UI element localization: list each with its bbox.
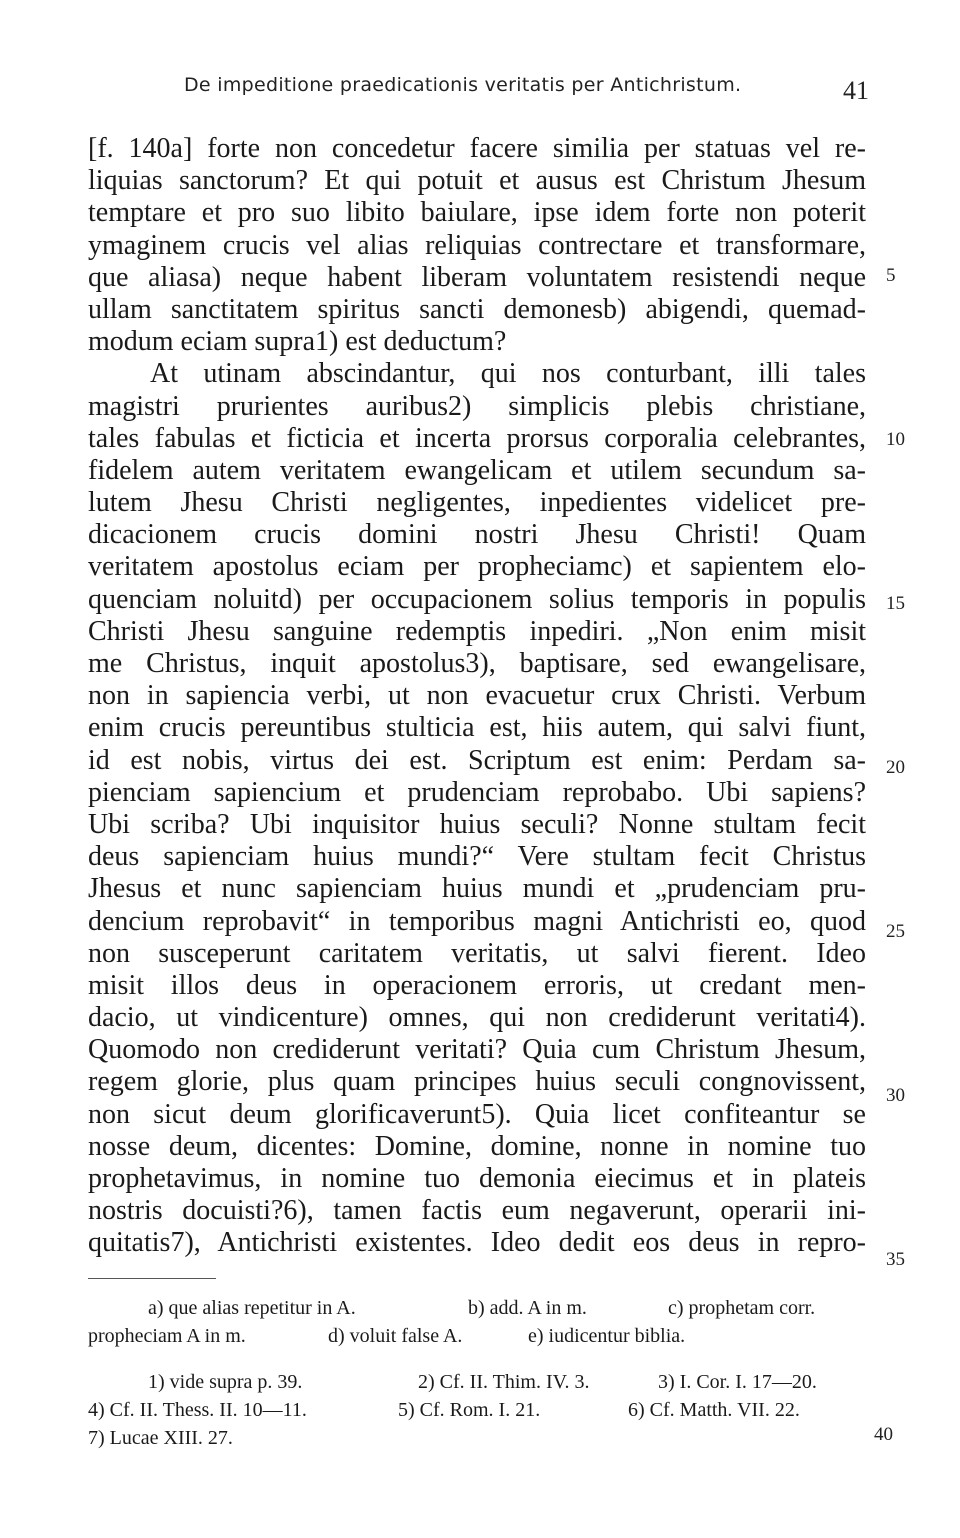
text-line: non sicut deum glorificaverunt5). Quia licet confiteantur se — [88, 1098, 866, 1130]
footnote-line — [88, 1368, 868, 1396]
text-line: modum eciam supra1) est deductum? — [88, 326, 507, 358]
apparatus-note: e) iudicentur biblia. — [528, 1325, 686, 1347]
footnote: 6) Cf. Matth. VII. 22. — [628, 1399, 800, 1421]
text-line: quenciam noluitd) per occupacionem solius temporis in populis — [88, 583, 866, 615]
margin-line-number: 35 — [886, 1249, 905, 1270]
page-number: 41 — [843, 76, 869, 105]
text-line: nostris docuisti?6), tamen factis eum negaverunt, operarii ini- — [88, 1195, 866, 1227]
text-line: dicacionem crucis domini nostri Jhesu Christi! Quam — [88, 519, 866, 551]
margin-line-number: 25 — [886, 921, 905, 942]
text-line: nosse deum, dicentes: Domine, domine, nonne in nomine tuo — [88, 1130, 866, 1162]
apparatus-note: b) add. A in m. — [468, 1297, 587, 1319]
text-line: fidelem autem veritatem ewangelicam et utilem secundum sa- — [88, 454, 866, 486]
footnote-line — [88, 1424, 868, 1452]
text-line: que aliasa) neque habent liberam voluntatem resistendi neque — [88, 261, 866, 293]
margin-line-number: 30 — [886, 1085, 905, 1106]
text-line: quitatis7), Antichristi existentes. Ideo dedit eos deus in repro- — [88, 1227, 866, 1259]
text-line: liquias sanctorum? Et qui potuit et ausus est Christum Jhesum — [88, 165, 866, 197]
apparatus-line — [88, 1322, 868, 1350]
apparatus-note: c) prophetam corr. — [668, 1297, 816, 1319]
footnote: 4) Cf. II. Thess. II. 10—11. — [88, 1399, 307, 1421]
text-line: misit illos deus in operacionem erroris, ut credant men- — [88, 969, 866, 1001]
text-line: veritatem apostolus eciam per propheciamc) et sapientem elo- — [88, 551, 866, 583]
footnote: 5) Cf. Rom. I. 21. — [398, 1399, 541, 1421]
text-line: At utinam abscindantur, qui nos conturbant, illi tales — [150, 358, 866, 390]
text-line: Ubi scriba? Ubi inquisitor huius seculi? Nonne stultam fecit — [88, 808, 866, 840]
margin-line-number: 5 — [886, 265, 896, 286]
footnote-line — [88, 1396, 868, 1424]
text-line: tales fabulas et ficticia et incerta prorsus corporalia celebrantes, — [88, 422, 866, 454]
text-line: non susceperunt caritatem veritatis, ut salvi fierent. Ideo — [88, 937, 866, 969]
footnote: 7) Lucae XIII. 27. — [88, 1427, 233, 1449]
text-line: Christi Jhesu sanguine redemptis inpediri. „Non enim misit — [88, 615, 866, 647]
text-line: id est nobis, virtus dei est. Scriptum est enim: Perdam sa- — [88, 744, 866, 776]
text-line: magistri prurientes auribus2) simplicis plebis christiane, — [88, 390, 866, 422]
text-line: temptare et pro suo libito baiulare, ipse idem forte non poterit — [88, 197, 866, 229]
text-line: dacio, ut vindicenture) omnes, qui non crediderunt veritati4). — [88, 1002, 866, 1034]
apparatus-note: propheciam A in m. — [88, 1325, 246, 1347]
running-title: De impeditione praedicationis veritatis per Antichristum. — [184, 74, 742, 96]
text-line: prophetavimus, in nomine tuo demonia eiecimus et in plateis — [88, 1163, 866, 1194]
text-line: Jhesus et nunc sapienciam huius mundi et „prudenciam pru- — [88, 873, 866, 905]
critical-apparatus — [88, 1294, 868, 1350]
text-line: me Christus, inquit apostolus3), baptisare, sed ewangelisare, — [88, 648, 866, 679]
text-line: Quomodo non crediderunt veritati? Quia cum Christum Jhesum, — [88, 1034, 866, 1066]
footnote: 1) vide supra p. 39. — [148, 1371, 303, 1393]
apparatus-note: d) voluit false A. — [328, 1325, 463, 1347]
footnote-divider — [88, 1278, 216, 1279]
text-line: [f. 140a] forte non concedetur facere similia per statuas vel re- — [88, 133, 866, 164]
apparatus-line — [88, 1294, 868, 1322]
text-line: regem glorie, plus quam principes huius seculi congnovissent, — [88, 1066, 866, 1098]
text-line: enim crucis pereuntibus stulticia est, hiis autem, qui salvi fiunt, — [88, 712, 866, 744]
text-line: pienciam sapiencium et prudenciam reprobabo. Ubi sapiens? — [88, 776, 866, 808]
footer-line-number: 40 — [874, 1424, 893, 1445]
main-text — [88, 133, 866, 1260]
text-line: ullam sanctitatem spiritus sancti demonesb) abigendi, quemad- — [88, 293, 866, 325]
margin-line-number: 10 — [886, 429, 905, 450]
margin-line-number: 15 — [886, 593, 905, 614]
footnote: 2) Cf. II. Thim. IV. 3. — [418, 1371, 590, 1393]
text-line: ymaginem crucis vel alias reliquias contrectare et transformare, — [88, 229, 866, 261]
text-line: non in sapiencia verbi, ut non evacuetur crux Christi. Verbum — [88, 680, 866, 712]
apparatus-note: a) que alias repetitur in A. — [148, 1297, 356, 1319]
margin-line-number: 20 — [886, 757, 905, 778]
text-line: deus sapienciam huius mundi?“ Vere stultam fecit Christus — [88, 841, 866, 873]
text-line: lutem Jhesu Christi negligentes, inpedientes videlicet pre- — [88, 487, 866, 519]
source-footnotes — [88, 1368, 868, 1452]
text-line: dencium reprobavit“ in temporibus magni Antichristi eo, quod — [88, 905, 866, 937]
footnote: 3) I. Cor. I. 17—20. — [658, 1371, 817, 1393]
